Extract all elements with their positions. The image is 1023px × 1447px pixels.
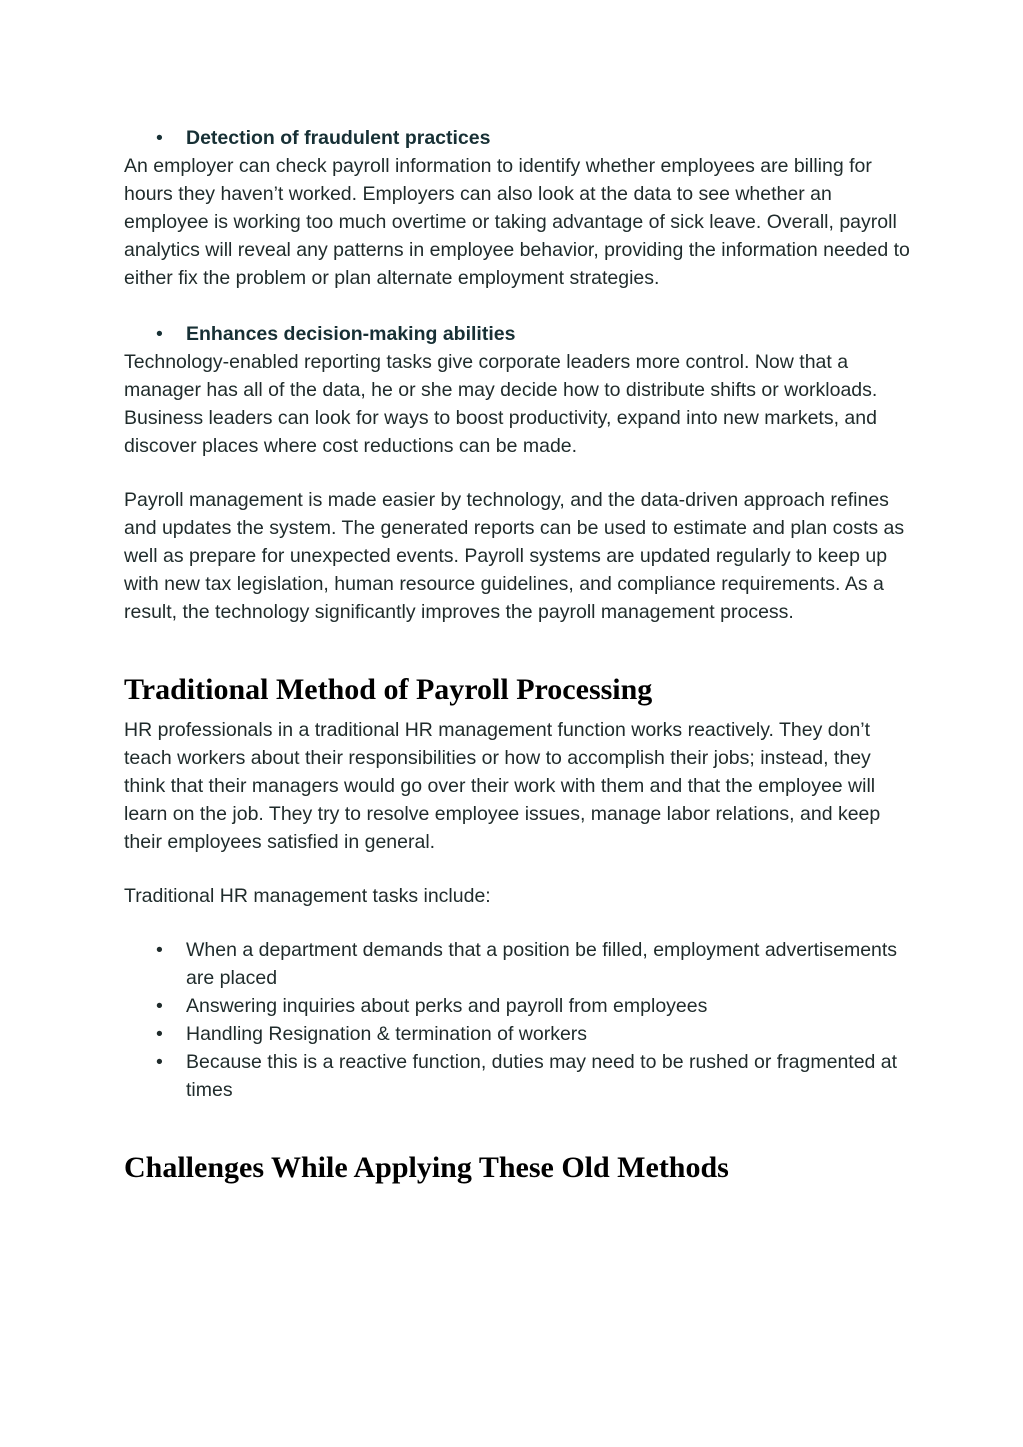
list-item: • Because this is a reactive function, duties may need to be rushed or fragmented at times <box>124 1048 914 1104</box>
payroll-paragraph: Payroll management is made easier by technology, and the data-driven approach refines and updates the system. The generated reports can be used to estimate and plan costs as well as prepare for unexpected events. Payroll systems are updated regularly to keep up with new tax legislation, human resource guidelines, and compliance requirements. As a result, the technology significantly improves the payroll management process. <box>124 489 905 623</box>
traditional-method-heading: Traditional Method of Payroll Processing <box>124 673 653 706</box>
list-item: • Answering inquiries about perks and payroll from employees <box>124 992 914 1020</box>
challenges-heading: Challenges While Applying These Old Methods <box>124 1151 729 1184</box>
tasks-intro: Traditional HR management tasks include: <box>124 885 491 907</box>
document-page <box>124 124 914 1186</box>
bullet-heading-fraud-text: Detection of fraudulent practices <box>186 127 491 149</box>
decision-paragraph: Technology-enabled reporting tasks give corporate leaders more control. Now that a manager has all of the data, he or she may decide how to distribute shifts or workloads. Business leaders can look for ways to boost productivity, expand into new markets, and discover places where cost reductions can be made. <box>124 351 878 457</box>
tasks-list <box>124 936 914 1104</box>
list-item: • When a department demands that a position be filled, employment advertisements are placed <box>124 936 914 992</box>
traditional-paragraph: HR professionals in a traditional HR management function works reactively. They don’t teach workers about their responsibilities or how to accomplish their jobs; instead, they think that their managers would go over their work with them and that the employee will learn on the job. They try to resolve employee issues, manage labor relations, and keep their employees satisfied in general. <box>124 719 881 853</box>
list-item: • Handling Resignation & termination of workers <box>124 1020 914 1048</box>
bullet-heading-decision-text: Enhances decision-making abilities <box>186 323 516 345</box>
bullet-heading-decision <box>124 320 914 348</box>
fraud-paragraph: An employer can check payroll information to identify whether employees are billing for hours they haven’t worked. Employers can also look at the data to see whether an employee is working too much overtime or taking advantage of sick leave. Overall, payroll analytics will reveal any patterns in employee behavior, providing the information needed to either fix the problem or plan alternate employment strategies. <box>124 155 910 289</box>
bullet-heading-fraud <box>124 124 914 152</box>
